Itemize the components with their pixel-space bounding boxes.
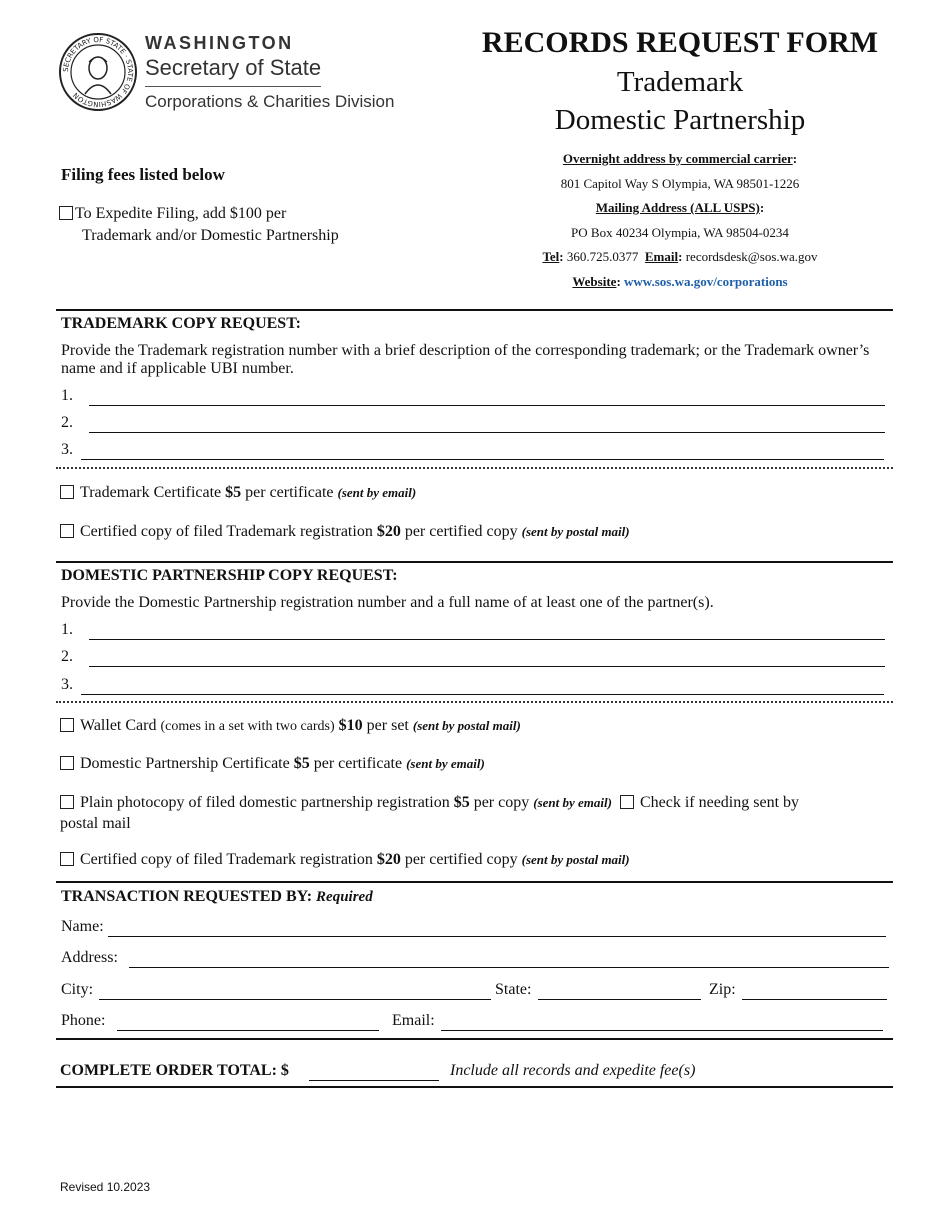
phone-input[interactable] <box>117 1014 379 1031</box>
photocopy-option: Plain photocopy of filed domestic partnership registration $5 per copy (sent by email) Check if needing sent by <box>60 794 890 812</box>
zip-input[interactable] <box>742 983 887 1000</box>
trademark-entry-2[interactable] <box>89 416 885 433</box>
wallet-card-checkbox[interactable] <box>60 718 74 732</box>
trademark-heading: TRADEMARK COPY REQUEST: <box>61 315 302 332</box>
zip-label: Zip: <box>709 981 736 998</box>
trademark-line-number: 2. <box>61 414 73 431</box>
email-value: recordsdesk@sos.wa.gov <box>685 249 818 264</box>
name-input[interactable] <box>108 920 886 937</box>
photocopy-mail-label-line2: postal mail <box>60 815 131 832</box>
domestic-entry-2[interactable] <box>89 650 885 667</box>
tel-label: Tel <box>542 249 560 264</box>
expedite-checkbox[interactable] <box>59 206 73 220</box>
form-subtitle-domestic: Domestic Partnership <box>554 104 806 136</box>
order-total: COMPLETE ORDER TOTAL: $ <box>60 1062 289 1079</box>
domestic-certificate-option: Domestic Partnership Certificate $5 per certificate (sent by email) <box>60 755 485 773</box>
section-divider <box>56 1038 893 1040</box>
state-seal <box>58 32 138 112</box>
org-name: WASHINGTON <box>145 33 294 53</box>
domestic-line-number: 1. <box>61 621 73 638</box>
section-divider <box>56 309 893 311</box>
org-division: Corporations & Charities Division <box>145 92 395 111</box>
city-input[interactable] <box>99 983 491 1000</box>
form-title: RECORDS REQUEST FORM <box>481 26 879 59</box>
expedite-label: To Expedite Filing, add $100 per <box>75 205 287 222</box>
email-label: Email <box>644 249 679 264</box>
email-label: Email: <box>392 1012 435 1029</box>
org-office: Secretary of State <box>145 55 322 80</box>
revision-date: Revised 10.2023 <box>60 1180 151 1194</box>
domestic-line-number: 3. <box>61 676 73 693</box>
dotted-divider <box>56 467 893 469</box>
email-input[interactable] <box>441 1014 883 1031</box>
city-label: City: <box>61 981 94 998</box>
website-link[interactable]: www.sos.wa.gov/corporations <box>624 273 788 289</box>
section-divider <box>56 561 893 563</box>
trademark-certificate-checkbox[interactable] <box>60 485 74 499</box>
tel-value: 360.725.0377 <box>566 249 639 264</box>
expedite-option <box>59 205 286 223</box>
state-label: State: <box>495 981 532 998</box>
overnight-label: Overnight address by commercial carrier <box>562 151 793 166</box>
filing-fees-heading: Filing fees listed below <box>61 165 225 184</box>
domestic-entry-3[interactable] <box>81 678 884 695</box>
overnight-address: 801 Capitol Way S Olympia, WA 98501-1226 <box>560 175 800 191</box>
dotted-divider <box>56 701 893 703</box>
order-total-label: COMPLETE ORDER TOTAL <box>60 1062 272 1079</box>
domestic-certified-copy-checkbox[interactable] <box>60 852 74 866</box>
domestic-line-number: 2. <box>61 648 73 665</box>
address-input[interactable] <box>129 951 889 968</box>
trademark-certificate-option: Trademark Certificate $5 per certificate (sent by email) <box>60 484 416 502</box>
requester-heading: TRANSACTION REQUESTED BY: Required <box>61 888 373 905</box>
section-divider <box>56 881 893 883</box>
trademark-instructions: Provide the Trademark registration number with a brief description of the corresponding trademark; or the Trademark owner’s name and if applicable UBI number. <box>61 342 870 377</box>
website-label: Website <box>572 273 617 289</box>
currency-symbol: $ <box>280 1062 289 1079</box>
logo-divider <box>145 86 321 87</box>
trademark-line-number: 1. <box>61 387 73 404</box>
expedite-label-line2: Trademark and/or Domestic Partnership <box>82 227 339 244</box>
order-total-note: Include all records and expedite fee(s) <box>450 1062 696 1079</box>
trademark-line-number: 3. <box>61 441 73 458</box>
photocopy-checkbox[interactable] <box>60 795 74 809</box>
mailing-label: Mailing Address (ALL USPS) <box>595 200 760 215</box>
state-input[interactable] <box>538 983 701 1000</box>
form-subtitle-trademark: Trademark <box>616 66 744 98</box>
trademark-entry-3[interactable] <box>81 443 884 460</box>
postal-mail-checkbox[interactable] <box>620 795 634 809</box>
section-divider <box>56 1086 893 1088</box>
domestic-instructions: Provide the Domestic Partnership registration number and a full name of at least one of the partner(s). <box>61 594 714 611</box>
trademark-certified-copy-option: Certified copy of filed Trademark registration $20 per certified copy (sent by postal mail) <box>60 523 630 541</box>
mailing-address: PO Box 40234 Olympia, WA 98504-0234 <box>571 224 789 240</box>
order-total-input[interactable] <box>309 1064 439 1081</box>
name-label: Name: <box>61 918 104 935</box>
svg-text:SECRETARY OF STATE · STATE OF: SECRETARY OF STATE · STATE OF WASHINGTON <box>61 35 135 109</box>
trademark-entry-1[interactable] <box>89 389 885 406</box>
domestic-entry-1[interactable] <box>89 623 885 640</box>
trademark-certified-copy-checkbox[interactable] <box>60 524 74 538</box>
domestic-heading: DOMESTIC PARTNERSHIP COPY REQUEST: <box>61 567 398 584</box>
address-label: Address: <box>61 949 118 966</box>
wallet-card-option: Wallet Card (comes in a set with two cards) $10 per set (sent by postal mail) <box>60 717 521 735</box>
required-label: Required <box>316 889 373 905</box>
domestic-certificate-checkbox[interactable] <box>60 756 74 770</box>
phone-label: Phone: <box>61 1012 106 1029</box>
domestic-certified-copy-option: Certified copy of filed Trademark registration $20 per certified copy (sent by postal mail) <box>60 851 630 869</box>
contact-info: Overnight address by commercial carrier: 801 Capitol Way S Olympia, WA 98501-1226 Mailing Address (ALL USPS): PO Box 40234 Olympia, WA 98504-0234 Tel: 360.725.0377 Email: recordsdesk@sos.wa.gov Website: www.sos.wa.gov/corporations <box>480 147 880 294</box>
